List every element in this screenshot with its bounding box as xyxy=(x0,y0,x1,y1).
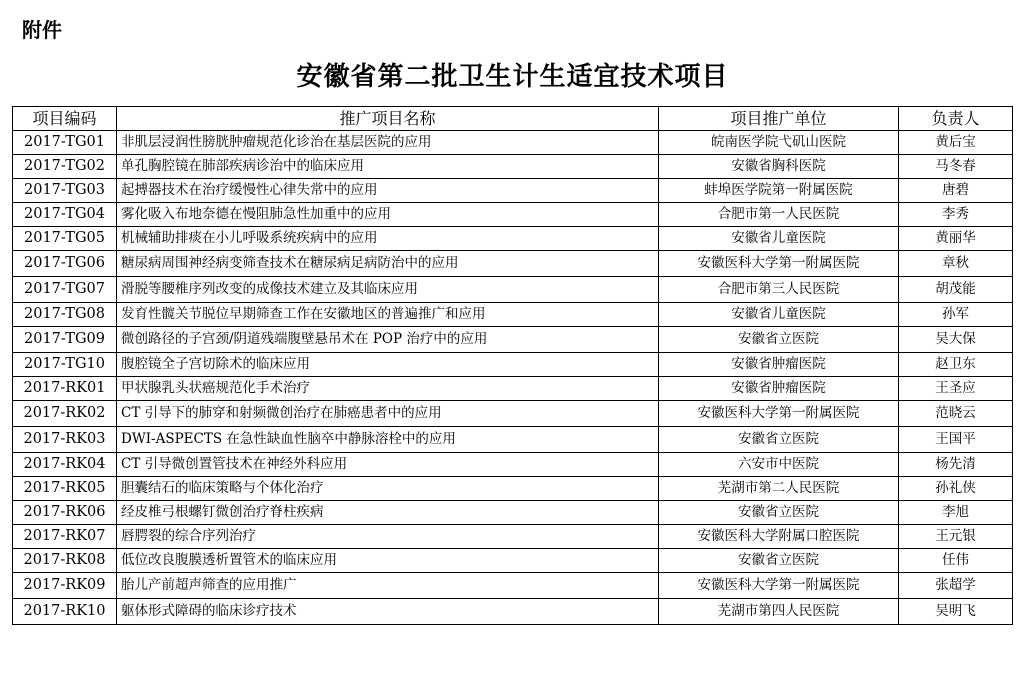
cell-project-name: 低位改良腹膜透析置管术的临床应用 xyxy=(117,549,659,573)
table-row xyxy=(13,131,1013,155)
cell-promotion-unit: 芜湖市第二人民医院 xyxy=(659,477,899,501)
cell-project-code: 2017-TG01 xyxy=(13,131,117,155)
cell-project-name: 滑脱等腰椎序列改变的成像技术建立及其临床应用 xyxy=(117,277,659,303)
cell-project-code: 2017-TG09 xyxy=(13,327,117,353)
cell-project-name: 甲状腺乳头状癌规范化手术治疗 xyxy=(117,377,659,401)
cell-project-code: 2017-TG05 xyxy=(13,227,117,251)
cell-responsible-person: 吴大保 xyxy=(899,327,1013,353)
cell-promotion-unit: 蚌埠医学院第一附属医院 xyxy=(659,179,899,203)
cell-promotion-unit: 六安市中医院 xyxy=(659,453,899,477)
cell-project-name: 雾化吸入布地奈德在慢阻肺急性加重中的应用 xyxy=(117,203,659,227)
cell-project-code: 2017-TG03 xyxy=(13,179,117,203)
cell-responsible-person: 马冬春 xyxy=(899,155,1013,179)
cell-responsible-person: 黄后宝 xyxy=(899,131,1013,155)
cell-project-name: 糖尿病周围神经病变筛查技术在糖尿病足病防治中的应用 xyxy=(117,251,659,277)
cell-project-name: CT 引导微创置管技术在神经外科应用 xyxy=(117,453,659,477)
cell-responsible-person: 任伟 xyxy=(899,549,1013,573)
table-row xyxy=(13,401,1013,427)
cell-responsible-person: 章秋 xyxy=(899,251,1013,277)
cell-responsible-person: 胡茂能 xyxy=(899,277,1013,303)
cell-responsible-person: 赵卫东 xyxy=(899,353,1013,377)
column-header-person: 负责人 xyxy=(899,107,1013,131)
cell-promotion-unit: 合肥市第三人民医院 xyxy=(659,277,899,303)
table-row xyxy=(13,353,1013,377)
cell-responsible-person: 吴明飞 xyxy=(899,599,1013,625)
cell-responsible-person: 王元银 xyxy=(899,525,1013,549)
table-row xyxy=(13,179,1013,203)
cell-project-code: 2017-TG07 xyxy=(13,277,117,303)
cell-promotion-unit: 安徽省胸科医院 xyxy=(659,155,899,179)
table-row xyxy=(13,549,1013,573)
table-row xyxy=(13,377,1013,401)
cell-project-name: 起搏器技术在治疗缓慢性心律失常中的应用 xyxy=(117,179,659,203)
table-row xyxy=(13,327,1013,353)
column-header-unit: 项目推广单位 xyxy=(659,107,899,131)
cell-project-code: 2017-TG06 xyxy=(13,251,117,277)
cell-project-name: 单孔胸腔镜在肺部疾病诊治中的临床应用 xyxy=(117,155,659,179)
cell-project-code: 2017-RK06 xyxy=(13,501,117,525)
table-row xyxy=(13,573,1013,599)
table-row xyxy=(13,227,1013,251)
cell-project-code: 2017-RK08 xyxy=(13,549,117,573)
table-row xyxy=(13,277,1013,303)
cell-promotion-unit: 安徽医科大学附属口腔医院 xyxy=(659,525,899,549)
cell-project-code: 2017-RK05 xyxy=(13,477,117,501)
cell-promotion-unit: 安徽省立医院 xyxy=(659,427,899,453)
table-row xyxy=(13,501,1013,525)
cell-project-name: 经皮椎弓根螺钉微创治疗脊柱疾病 xyxy=(117,501,659,525)
cell-promotion-unit: 安徽医科大学第一附属医院 xyxy=(659,251,899,277)
cell-project-name: 胆囊结石的临床策略与个体化治疗 xyxy=(117,477,659,501)
table-row xyxy=(13,155,1013,179)
cell-responsible-person: 王国平 xyxy=(899,427,1013,453)
cell-responsible-person: 王圣应 xyxy=(899,377,1013,401)
cell-responsible-person: 张超学 xyxy=(899,573,1013,599)
cell-responsible-person: 范晓云 xyxy=(899,401,1013,427)
cell-project-name: 微创路径的子宫颈/阴道残端腹壁悬吊术在 POP 治疗中的应用 xyxy=(117,327,659,353)
cell-promotion-unit: 安徽省儿童医院 xyxy=(659,303,899,327)
table-row xyxy=(13,251,1013,277)
table-row xyxy=(13,599,1013,625)
cell-promotion-unit: 安徽省肿瘤医院 xyxy=(659,377,899,401)
cell-promotion-unit: 安徽省立医院 xyxy=(659,501,899,525)
cell-project-code: 2017-TG08 xyxy=(13,303,117,327)
cell-promotion-unit: 皖南医学院弋矶山医院 xyxy=(659,131,899,155)
table-row xyxy=(13,427,1013,453)
cell-responsible-person: 李旭 xyxy=(899,501,1013,525)
document-title: 安徽省第二批卫生计生适宜技术项目 xyxy=(296,62,729,92)
cell-project-code: 2017-TG10 xyxy=(13,353,117,377)
cell-promotion-unit: 合肥市第一人民医院 xyxy=(659,203,899,227)
cell-project-name: 机械辅助排痰在小儿呼吸系统疾病中的应用 xyxy=(117,227,659,251)
attachment-label: 附件 xyxy=(22,18,62,42)
cell-project-code: 2017-RK01 xyxy=(13,377,117,401)
cell-promotion-unit: 安徽省立医院 xyxy=(659,549,899,573)
cell-project-name: 躯体形式障碍的临床诊疗技术 xyxy=(117,599,659,625)
cell-project-code: 2017-TG02 xyxy=(13,155,117,179)
cell-promotion-unit: 安徽省儿童医院 xyxy=(659,227,899,251)
column-header-code: 项目编码 xyxy=(13,107,117,131)
cell-project-name: CT 引导下的肺穿和射频微创治疗在肺癌患者中的应用 xyxy=(117,401,659,427)
table-row xyxy=(13,453,1013,477)
cell-promotion-unit: 安徽医科大学第一附属医院 xyxy=(659,573,899,599)
cell-project-code: 2017-RK07 xyxy=(13,525,117,549)
cell-project-name: 腹腔镜全子宫切除术的临床应用 xyxy=(117,353,659,377)
table-row xyxy=(13,303,1013,327)
column-header-name: 推广项目名称 xyxy=(117,107,659,131)
cell-responsible-person: 李秀 xyxy=(899,203,1013,227)
cell-responsible-person: 唐碧 xyxy=(899,179,1013,203)
table-row xyxy=(13,203,1013,227)
cell-project-code: 2017-RK02 xyxy=(13,401,117,427)
table-body xyxy=(13,131,1013,625)
cell-project-name: 非肌层浸润性膀胱肿瘤规范化诊治在基层医院的应用 xyxy=(117,131,659,155)
cell-promotion-unit: 芜湖市第四人民医院 xyxy=(659,599,899,625)
cell-project-code: 2017-TG04 xyxy=(13,203,117,227)
cell-promotion-unit: 安徽省立医院 xyxy=(659,327,899,353)
cell-responsible-person: 黄丽华 xyxy=(899,227,1013,251)
cell-project-name: DWI-ASPECTS 在急性缺血性脑卒中静脉溶栓中的应用 xyxy=(117,427,659,453)
cell-project-name: 发育性髋关节脱位早期筛查工作在安徽地区的普遍推广和应用 xyxy=(117,303,659,327)
cell-project-code: 2017-RK03 xyxy=(13,427,117,453)
cell-project-name: 唇腭裂的综合序列治疗 xyxy=(117,525,659,549)
cell-promotion-unit: 安徽省肿瘤医院 xyxy=(659,353,899,377)
cell-responsible-person: 孙礼侠 xyxy=(899,477,1013,501)
cell-responsible-person: 孙军 xyxy=(899,303,1013,327)
cell-project-code: 2017-RK09 xyxy=(13,573,117,599)
table-header-row xyxy=(13,107,1013,131)
table-row xyxy=(13,477,1013,501)
cell-promotion-unit: 安徽医科大学第一附属医院 xyxy=(659,401,899,427)
cell-project-code: 2017-RK04 xyxy=(13,453,117,477)
cell-project-name: 胎儿产前超声筛查的应用推广 xyxy=(117,573,659,599)
cell-project-code: 2017-RK10 xyxy=(13,599,117,625)
table-row xyxy=(13,525,1013,549)
projects-table xyxy=(12,106,1013,625)
cell-responsible-person: 杨先清 xyxy=(899,453,1013,477)
